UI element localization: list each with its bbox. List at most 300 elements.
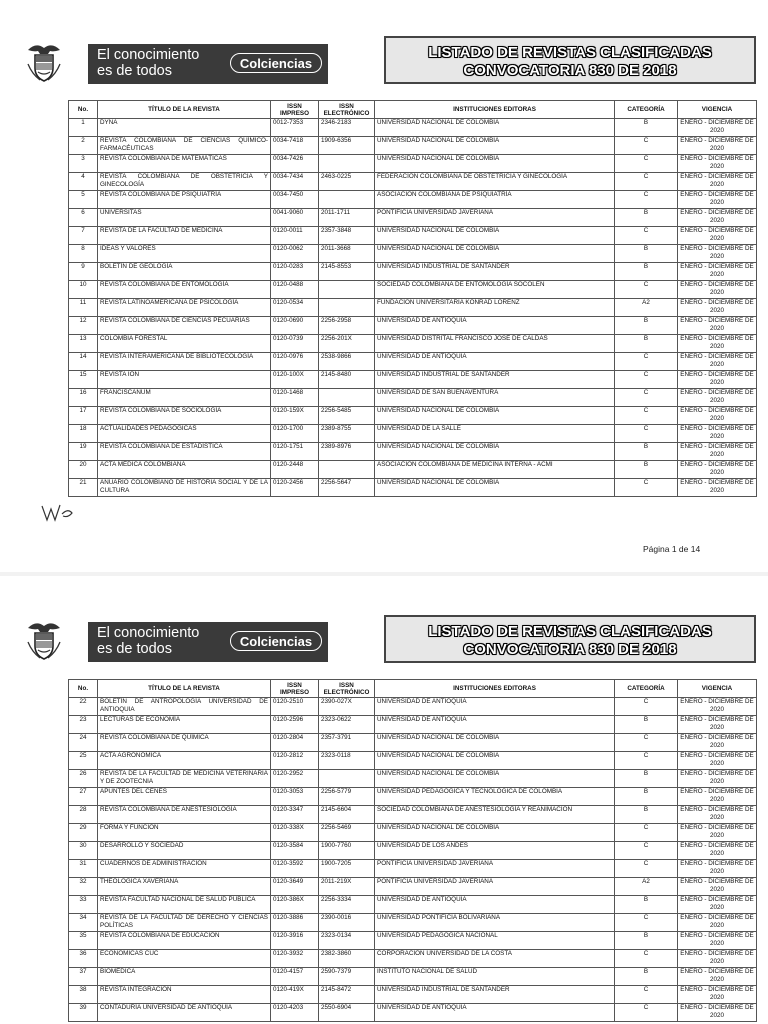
cell-vigencia: ENERO - DICIEMBRE DE 2020 [678,878,757,896]
table-row [69,263,757,281]
document-title-line-2: CONVOCATORIA 830 DE 2018 [463,641,677,658]
cell-issn-electronico: 2323-0118 [319,752,375,770]
table-header-row [69,680,757,698]
cell-categoria: B [615,209,678,227]
cell-title: REVISTA COLOMBIANA DE EDUCACIÓN [98,932,271,950]
table-row [69,770,757,788]
table-row [69,734,757,752]
cell-vigencia: ENERO - DICIEMBRE DE 2020 [678,335,757,353]
cell-issn-electronico: 2145-6604 [319,806,375,824]
header-categoria: CATEGORÍA [615,680,678,698]
cell-issn-electronico: 2011-219X [319,878,375,896]
cell-issn-impreso: 0120-3347 [271,806,319,824]
document-title-line-1: LISTADO DE REVISTAS CLASIFICADAS [428,623,712,640]
cell-issn-impreso: 0120-338X [271,824,319,842]
cell-title: DESARROLLO Y SOCIEDAD [98,842,271,860]
cell-institucion: UNIVERSIDAD DE ANTIOQUIA [375,896,615,914]
cell-issn-impreso: 0120-0062 [271,245,319,263]
cell-no: 36 [69,950,98,968]
document-title-line-2: CONVOCATORIA 830 DE 2018 [463,62,677,79]
table-row [69,335,757,353]
cell-no: 5 [69,191,98,209]
cell-no: 34 [69,914,98,932]
cell-issn-electronico: 2256-5485 [319,407,375,425]
cell-title: ACTUALIDADES PEDAGÓGICAS [98,425,271,443]
cell-issn-impreso: 0120-3649 [271,878,319,896]
journals-table-page-2 [68,679,757,1022]
cell-title: REVISTA LATINOAMERICANA DE PSICOLOGÍA [98,299,271,317]
cell-issn-electronico: 2256-2958 [319,317,375,335]
cell-issn-electronico: 2256-201X [319,335,375,353]
cell-institucion: PONTIFICIA UNIVERSIDAD JAVERIANA [375,209,615,227]
cell-title: CONTADURÍA UNIVERSIDAD DE ANTIOQUIA [98,1004,271,1022]
cell-issn-impreso: 0120-0976 [271,353,319,371]
journals-table-page-1 [68,100,757,497]
cell-title: REVISTA COLOMBIANA DE SOCIOLOGÍA [98,407,271,425]
cell-vigencia: ENERO - DICIEMBRE DE 2020 [678,716,757,734]
cell-categoria: C [615,950,678,968]
cell-institucion: UNIVERSIDAD NACIONAL DE COLOMBIA [375,770,615,788]
cell-issn-electronico [319,281,375,299]
table-row [69,371,757,389]
cell-vigencia: ENERO - DICIEMBRE DE 2020 [678,425,757,443]
government-slogan-banner [88,44,328,84]
cell-vigencia: ENERO - DICIEMBRE DE 2020 [678,842,757,860]
cell-categoria: C [615,914,678,932]
cell-vigencia: ENERO - DICIEMBRE DE 2020 [678,227,757,245]
cell-vigencia: ENERO - DICIEMBRE DE 2020 [678,860,757,878]
cell-categoria: B [615,119,678,137]
cell-no: 8 [69,245,98,263]
cell-categoria: C [615,824,678,842]
header-vigencia: VIGENCIA [678,680,757,698]
cell-categoria: B [615,788,678,806]
cell-title: REVISTA FACULTAD NACIONAL DE SALUD PÚBLICA [98,896,271,914]
cell-institucion: SOCIEDAD COLOMBIANA DE ENTOMOLOGÍA SOCOLEN [375,281,615,299]
cell-categoria: C [615,752,678,770]
cell-vigencia: ENERO - DICIEMBRE DE 2020 [678,281,757,299]
table-row [69,806,757,824]
document-page-2 [0,575,768,1024]
table-row [69,986,757,1004]
cell-vigencia: ENERO - DICIEMBRE DE 2020 [678,986,757,1004]
table-row [69,407,757,425]
cell-no: 26 [69,770,98,788]
cell-issn-impreso: 0120-3932 [271,950,319,968]
cell-issn-impreso: 0041-9060 [271,209,319,227]
header-titulo: TÍTULO DE LA REVISTA [98,101,271,119]
cell-institucion: PONTIFICIA UNIVERSIDAD JAVERIANA [375,878,615,896]
cell-title: BOLETÍN DE ANTROPOLOGÍA UNIVERSIDAD DE ANTIOQUIA [98,698,271,716]
colombia-coat-of-arms-icon [22,618,66,662]
cell-categoria: B [615,461,678,479]
cell-issn-impreso: 0120-2812 [271,752,319,770]
cell-issn-electronico: 2357-3791 [319,734,375,752]
cell-vigencia: ENERO - DICIEMBRE DE 2020 [678,752,757,770]
cell-categoria: C [615,479,678,497]
cell-issn-impreso: 0120-1468 [271,389,319,407]
cell-vigencia: ENERO - DICIEMBRE DE 2020 [678,371,757,389]
cell-vigencia: ENERO - DICIEMBRE DE 2020 [678,173,757,191]
cell-issn-impreso: 0034-7426 [271,155,319,173]
table-row [69,299,757,317]
cell-issn-impreso: 0120-3916 [271,932,319,950]
cell-issn-impreso: 0120-3886 [271,914,319,932]
cell-title: BIOMÉDICA [98,968,271,986]
cell-issn-impreso: 0120-100X [271,371,319,389]
table-row [69,878,757,896]
cell-institucion: ASOCIACIÓN COLOMBIANA DE MEDICINA INTERNA - ACMI [375,461,615,479]
cell-issn-impreso: 0120-3592 [271,860,319,878]
cell-institucion: UNIVERSIDAD INDUSTRIAL DE SANTANDER [375,263,615,281]
cell-issn-electronico: 1900-7205 [319,860,375,878]
cell-no: 10 [69,281,98,299]
cell-issn-electronico: 2390-027X [319,698,375,716]
cell-vigencia: ENERO - DICIEMBRE DE 2020 [678,389,757,407]
cell-no: 18 [69,425,98,443]
cell-issn-impreso: 0034-7434 [271,173,319,191]
table-row [69,860,757,878]
cell-no: 24 [69,734,98,752]
cell-institucion: PONTIFICIA UNIVERSIDAD JAVERIANA [375,860,615,878]
cell-vigencia: ENERO - DICIEMBRE DE 2020 [678,914,757,932]
cell-vigencia: ENERO - DICIEMBRE DE 2020 [678,932,757,950]
cell-categoria: C [615,173,678,191]
cell-issn-electronico: 2011-1711 [319,209,375,227]
cell-issn-electronico [319,299,375,317]
document-title-box [384,36,756,84]
cell-categoria: B [615,335,678,353]
cell-no: 28 [69,806,98,824]
cell-categoria: C [615,137,678,155]
cell-issn-electronico: 2256-5647 [319,479,375,497]
cell-no: 39 [69,1004,98,1022]
table-row [69,950,757,968]
cell-vigencia: ENERO - DICIEMBRE DE 2020 [678,950,757,968]
cell-vigencia: ENERO - DICIEMBRE DE 2020 [678,788,757,806]
cell-title: DYNA [98,119,271,137]
cell-categoria: C [615,389,678,407]
cell-categoria: C [615,842,678,860]
header-no: No. [69,680,98,698]
cell-issn-electronico: 2323-0622 [319,716,375,734]
cell-no: 22 [69,698,98,716]
cell-no: 29 [69,824,98,842]
cell-institucion: UNIVERSIDAD NACIONAL DE COLOMBIA [375,137,615,155]
cell-institucion: UNIVERSIDAD DE ANTIOQUIA [375,317,615,335]
cell-categoria: B [615,968,678,986]
cell-no: 38 [69,986,98,1004]
cell-vigencia: ENERO - DICIEMBRE DE 2020 [678,137,757,155]
cell-issn-electronico: 2011-3668 [319,245,375,263]
table-body-page-1 [69,119,757,497]
cell-title: BOLETÍN DE GEOLOGÍA [98,263,271,281]
cell-issn-electronico [319,389,375,407]
cell-institucion: ASOCIACIÓN COLOMBIANA DE PSIQUIATRÍA [375,191,615,209]
slogan-line-1: El conocimiento [97,47,200,63]
cell-vigencia: ENERO - DICIEMBRE DE 2020 [678,155,757,173]
cell-issn-impreso: 0120-0488 [271,281,319,299]
table-row [69,191,757,209]
cell-title: ACTA AGRONÓMICA [98,752,271,770]
header-instituciones: INSTITUCIONES EDITORAS [375,101,615,119]
cell-issn-impreso: 0034-7418 [271,137,319,155]
cell-institucion: UNIVERSIDAD DE SAN BUENAVENTURA [375,389,615,407]
cell-no: 25 [69,752,98,770]
table-row [69,155,757,173]
cell-institucion: UNIVERSIDAD PEDAGÓGICA Y TECNOLÓGICA DE COLOMBIA [375,788,615,806]
colombia-coat-of-arms-icon [22,40,66,84]
cell-institucion: UNIVERSIDAD DE ANTIOQUIA [375,353,615,371]
header-issn-electronico: ISSN ELECTRÓNICO [319,101,375,119]
table-header-row [69,101,757,119]
cell-no: 31 [69,860,98,878]
cell-institucion: UNIVERSIDAD DE ANTIOQUIA [375,716,615,734]
cell-title: REVISTA COLOMBIANA DE QUÍMICA [98,734,271,752]
cell-vigencia: ENERO - DICIEMBRE DE 2020 [678,824,757,842]
cell-vigencia: ENERO - DICIEMBRE DE 2020 [678,209,757,227]
handwritten-mark-icon [38,500,78,524]
table-row [69,425,757,443]
cell-issn-impreso: 0120-3584 [271,842,319,860]
cell-title: REVISTA ION [98,371,271,389]
table-row [69,1004,757,1022]
cell-issn-impreso: 0120-0534 [271,299,319,317]
cell-issn-electronico: 2389-8976 [319,443,375,461]
cell-issn-electronico: 2463-0225 [319,173,375,191]
cell-categoria: C [615,860,678,878]
table-row [69,353,757,371]
cell-categoria: C [615,986,678,1004]
table-row [69,479,757,497]
cell-categoria: B [615,317,678,335]
cell-issn-impreso: 0012-7353 [271,119,319,137]
cell-no: 15 [69,371,98,389]
cell-institucion: UNIVERSIDAD NACIONAL DE COLOMBIA [375,443,615,461]
cell-no: 7 [69,227,98,245]
table-row [69,227,757,245]
table-row [69,443,757,461]
cell-categoria: C [615,281,678,299]
cell-no: 32 [69,878,98,896]
header-issn-impreso: ISSN IMPRESO [271,680,319,698]
cell-issn-impreso: 0120-3053 [271,788,319,806]
cell-issn-electronico: 1900-7760 [319,842,375,860]
cell-categoria: C [615,425,678,443]
header-issn-impreso: ISSN IMPRESO [271,101,319,119]
cell-issn-impreso: 0034-7450 [271,191,319,209]
cell-issn-impreso: 0120-0011 [271,227,319,245]
cell-categoria: C [615,353,678,371]
cell-issn-impreso: 0120-2596 [271,716,319,734]
cell-vigencia: ENERO - DICIEMBRE DE 2020 [678,698,757,716]
cell-issn-electronico [319,770,375,788]
cell-title: REVISTA COLOMBIANA DE ANESTESIOLOGÍA [98,806,271,824]
cell-no: 9 [69,263,98,281]
cell-categoria: B [615,263,678,281]
cell-title: REVISTA COLOMBIANA DE OBSTETRICIA Y GINECOLOGÍA [98,173,271,191]
cell-vigencia: ENERO - DICIEMBRE DE 2020 [678,317,757,335]
slogan-line-2: es de todos [97,641,172,657]
cell-institucion: CORPORACIÓN UNIVERSIDAD DE LA COSTA [375,950,615,968]
cell-categoria: B [615,245,678,263]
cell-no: 2 [69,137,98,155]
document-title-line-1: LISTADO DE REVISTAS CLASIFICADAS [428,44,712,61]
cell-issn-electronico [319,461,375,479]
cell-no: 1 [69,119,98,137]
cell-no: 33 [69,896,98,914]
cell-issn-impreso: 0120-1700 [271,425,319,443]
cell-institucion: SOCIEDAD COLOMBIANA DE ANESTESIOLOGÍA Y REANIMACIÓN [375,806,615,824]
cell-categoria: B [615,443,678,461]
cell-title: REVISTA DE LA FACULTAD DE MEDICINA VETERINARIA Y DE ZOOTECNIA [98,770,271,788]
cell-issn-impreso: 0120-2952 [271,770,319,788]
cell-institucion: UNIVERSIDAD NACIONAL DE COLOMBIA [375,479,615,497]
cell-institucion: UNIVERSIDAD DE LOS ANDES [375,842,615,860]
cell-vigencia: ENERO - DICIEMBRE DE 2020 [678,1004,757,1022]
cell-issn-electronico: 2256-5779 [319,788,375,806]
cell-title: APUNTES DEL CENES [98,788,271,806]
cell-issn-electronico: 2382-3860 [319,950,375,968]
cell-no: 35 [69,932,98,950]
cell-categoria: C [615,371,678,389]
cell-no: 3 [69,155,98,173]
cell-issn-electronico: 2346-2183 [319,119,375,137]
cell-issn-electronico: 2145-8553 [319,263,375,281]
cell-vigencia: ENERO - DICIEMBRE DE 2020 [678,734,757,752]
cell-vigencia: ENERO - DICIEMBRE DE 2020 [678,968,757,986]
cell-institucion: UNIVERSIDAD PONTIFICIA BOLIVARIANA [375,914,615,932]
cell-issn-impreso: 0120-159X [271,407,319,425]
cell-no: 30 [69,842,98,860]
header-issn-electronico: ISSN ELECTRÓNICO [319,680,375,698]
cell-title: REVISTA COLOMBIANA DE PSIQUIATRÍA [98,191,271,209]
cell-title: LECTURAS DE ECONOMÍA [98,716,271,734]
table-row [69,698,757,716]
cell-issn-electronico: 2538-9866 [319,353,375,371]
cell-no: 20 [69,461,98,479]
cell-categoria: B [615,716,678,734]
cell-vigencia: ENERO - DICIEMBRE DE 2020 [678,299,757,317]
cell-issn-impreso: 0120-2456 [271,479,319,497]
cell-vigencia: ENERO - DICIEMBRE DE 2020 [678,191,757,209]
cell-vigencia: ENERO - DICIEMBRE DE 2020 [678,353,757,371]
cell-categoria: B [615,896,678,914]
table-row [69,752,757,770]
cell-vigencia: ENERO - DICIEMBRE DE 2020 [678,806,757,824]
cell-title: ECONÓMICAS CUC [98,950,271,968]
cell-title: FORMA Y FUNCIÓN [98,824,271,842]
cell-issn-electronico: 2256-5469 [319,824,375,842]
cell-no: 23 [69,716,98,734]
cell-institucion: UNIVERSIDAD INDUSTRIAL DE SANTANDER [375,986,615,1004]
cell-institucion: UNIVERSIDAD NACIONAL DE COLOMBIA [375,752,615,770]
cell-institucion: UNIVERSIDAD PEDAGÓGICA NACIONAL [375,932,615,950]
cell-vigencia: ENERO - DICIEMBRE DE 2020 [678,407,757,425]
cell-title: IDEAS Y VALORES [98,245,271,263]
cell-issn-impreso: 0120-2448 [271,461,319,479]
cell-no: 14 [69,353,98,371]
cell-title: FRANCISCANUM [98,389,271,407]
cell-categoria: A2 [615,299,678,317]
cell-title: REVISTA COLOMBIANA DE ESTADÍSTICA [98,443,271,461]
table-body-page-2 [69,698,757,1022]
cell-institucion: UNIVERSIDAD NACIONAL DE COLOMBIA [375,734,615,752]
cell-categoria: C [615,155,678,173]
cell-institucion: UNIVERSIDAD DE LA SALLE [375,425,615,443]
table-row [69,461,757,479]
cell-issn-electronico: 2590-7379 [319,968,375,986]
cell-issn-electronico: 1909-6356 [319,137,375,155]
cell-issn-electronico: 2390-0016 [319,914,375,932]
cell-issn-electronico [319,155,375,173]
cell-issn-impreso: 0120-0739 [271,335,319,353]
cell-categoria: A2 [615,878,678,896]
cell-vigencia: ENERO - DICIEMBRE DE 2020 [678,479,757,497]
table-row [69,317,757,335]
cell-institucion: UNIVERSIDAD NACIONAL DE COLOMBIA [375,119,615,137]
cell-categoria: B [615,806,678,824]
cell-vigencia: ENERO - DICIEMBRE DE 2020 [678,770,757,788]
cell-issn-impreso: 0120-0690 [271,317,319,335]
cell-categoria: C [615,1004,678,1022]
cell-issn-electronico: 2323-0134 [319,932,375,950]
table-row [69,842,757,860]
cell-issn-electronico: 2145-8480 [319,371,375,389]
cell-categoria: C [615,227,678,245]
cell-institucion: INSTITUTO NACIONAL DE SALUD [375,968,615,986]
cell-title: COLOMBIA FORESTAL [98,335,271,353]
table-row [69,119,757,137]
cell-title: REVISTA COLOMBIANA DE CIENCIAS QUÍMICO-FARMACÉUTICAS [98,137,271,155]
cell-title: REVISTA INTEGRACIÓN [98,986,271,1004]
cell-no: 16 [69,389,98,407]
cell-issn-impreso: 0120-0283 [271,263,319,281]
cell-institucion: UNIVERSIDAD NACIONAL DE COLOMBIA [375,155,615,173]
cell-no: 21 [69,479,98,497]
cell-no: 12 [69,317,98,335]
cell-vigencia: ENERO - DICIEMBRE DE 2020 [678,245,757,263]
cell-no: 11 [69,299,98,317]
table-row [69,716,757,734]
table-row [69,209,757,227]
government-slogan-banner [88,622,328,662]
header-no: No. [69,101,98,119]
cell-institucion: UNIVERSIDAD NACIONAL DE COLOMBIA [375,407,615,425]
cell-title: REVISTA COLOMBIANA DE MATEMÁTICAS [98,155,271,173]
cell-categoria: C [615,407,678,425]
cell-vigencia: ENERO - DICIEMBRE DE 2020 [678,461,757,479]
cell-institucion: UNIVERSIDAD NACIONAL DE COLOMBIA [375,245,615,263]
cell-no: 6 [69,209,98,227]
cell-vigencia: ENERO - DICIEMBRE DE 2020 [678,119,757,137]
cell-title: REVISTA INTERAMERICANA DE BIBLIOTECOLOGÍA [98,353,271,371]
header-categoria: CATEGORÍA [615,101,678,119]
table-row [69,281,757,299]
cell-issn-electronico: 2256-3334 [319,896,375,914]
cell-no: 13 [69,335,98,353]
cell-institucion: UNIVERSIDAD NACIONAL DE COLOMBIA [375,824,615,842]
cell-institucion: UNIVERSIDAD NACIONAL DE COLOMBIA [375,227,615,245]
table-row [69,968,757,986]
cell-vigencia: ENERO - DICIEMBRE DE 2020 [678,263,757,281]
cell-title: CUADERNOS DE ADMINISTRACIÓN [98,860,271,878]
cell-categoria: B [615,770,678,788]
table-row [69,788,757,806]
table-row [69,137,757,155]
cell-issn-impreso: 0120-2804 [271,734,319,752]
cell-categoria: C [615,734,678,752]
